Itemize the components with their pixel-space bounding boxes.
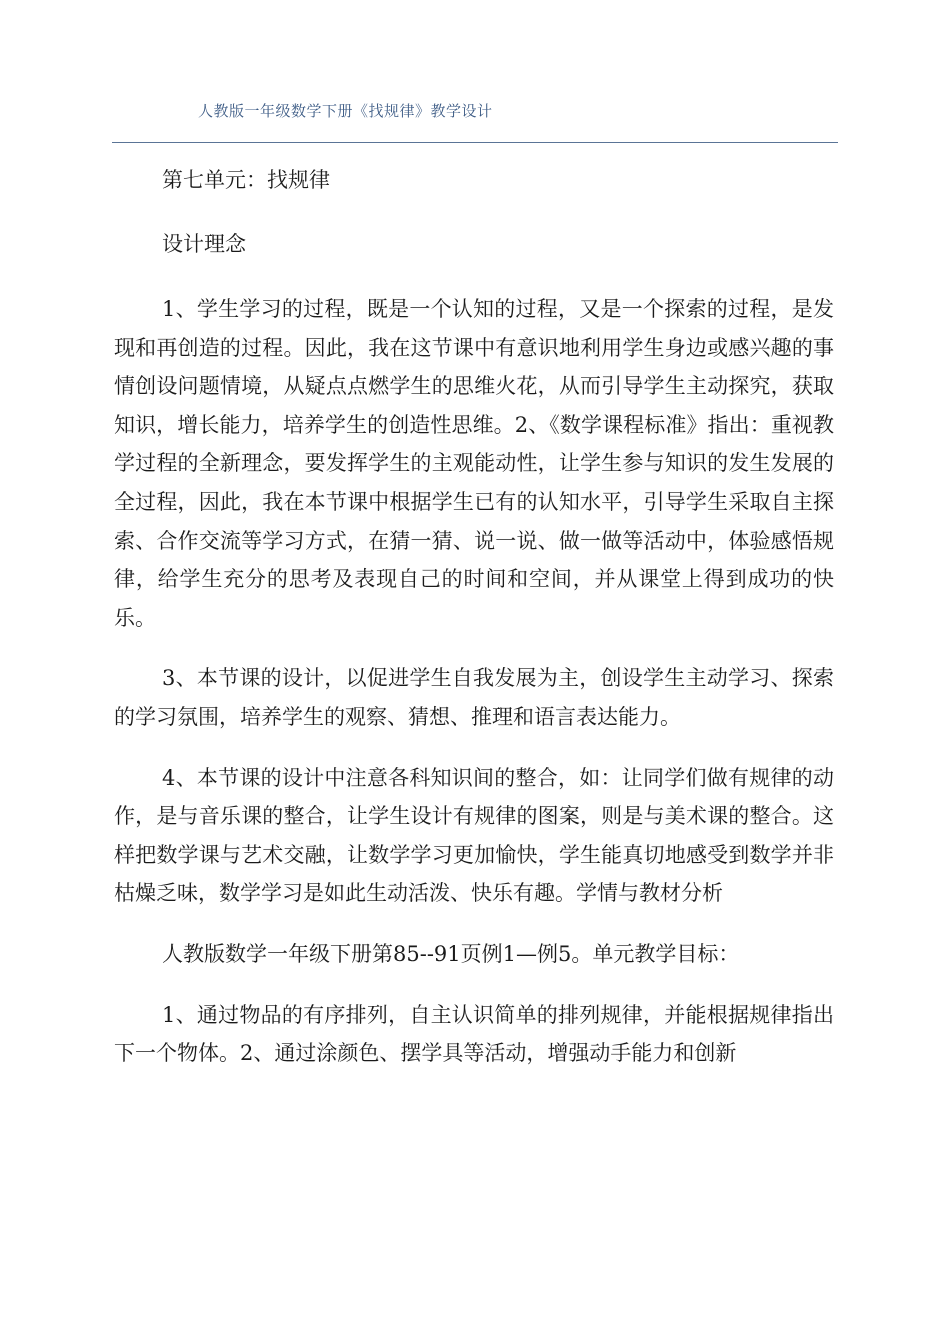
page-header-title: 人教版一年级数学下册《找规律》教学设计	[198, 102, 493, 120]
unit-title: 第七单元：找规律	[162, 168, 330, 192]
document-body	[114, 162, 834, 1095]
section-title: 设计理念	[162, 232, 246, 256]
paragraph-design-1-2: 1、学生学习的过程，既是一个认知的过程，又是一个探索的过程，是发现和再创造的过程。因此，我在这节课中有意识地利用学生身边或感兴趣的事情创设问题情境，从疑点点燃学生的思维火花，从而引导学生主动探究，获取知识，增长能力，培养学生的创造性思维。2、《数学课程标准》指出：重视教学过程的全新理念，要发挥学生的主观能动性，让学生参与知识的发生发展的全过程，因此，我在本节课中根据学生已有的认知水平，引导学生采取自主探索、合作交流等学习方式，在猜一猜、说一说、做一做等活动中，体验感悟规律，给学生充分的思考及表现自己的时间和空间，并从课堂上得到成功的快乐。	[114, 297, 834, 630]
paragraph-objectives: 1、通过物品的有序排列，自主认识简单的排列规律，并能根据规律指出下一个物体。2、通过涂颜色、摆学具等活动，增强动手能力和创新	[114, 1002, 834, 1066]
header-divider	[112, 142, 838, 143]
paragraph-design-3: 3、本节课的设计，以促进学生自我发展为主，创设学生主动学习、探索的学习氛围，培养学生的观察、猜想、推理和语言表达能力。	[114, 666, 834, 729]
paragraph-design-4: 4、本节课的设计中注意各科知识间的整合，如：让同学们做有规律的动作，是与音乐课的整合，让学生设计有规律的图案，则是与美术课的整合。这样把数学课与艺术交融，让数学学习更加愉快，学生能真切地感受到数学并非枯燥乏味，数学学习是如此生动活泼、快乐有趣。学情与教材分析	[114, 765, 834, 906]
paragraph-textbook-reference: 人教版数学一年级下册第85--91页例1—例5。单元教学目标：	[162, 941, 740, 966]
